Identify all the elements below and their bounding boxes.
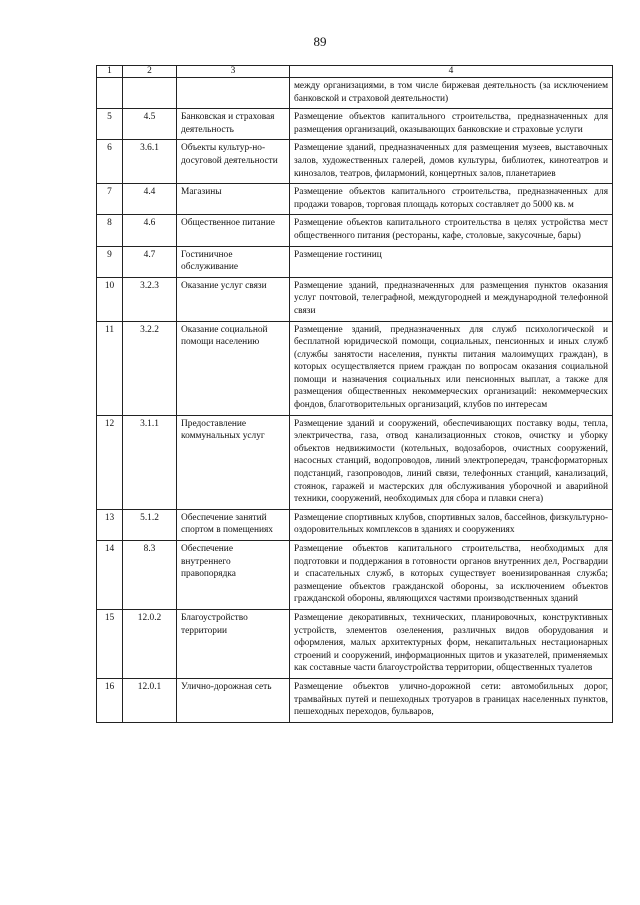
name-cell: Благоустройство территории	[177, 609, 290, 678]
code-cell: 4.6	[123, 215, 177, 246]
description-cell: Размещение зданий, предназначенных для размещения пунктов оказания услуг почтовой, телеграфной, междугородней и международной телефонной связи	[290, 277, 613, 321]
name-cell: Банковская и страховая деятельность	[177, 109, 290, 140]
name-cell: Гостиничное обслуживание	[177, 246, 290, 277]
code-cell: 12.0.2	[123, 609, 177, 678]
description-cell: Размещение объектов капитального строительства, предназначенных для размещения организаций, оказывающих банковские и страховые услуги	[290, 109, 613, 140]
row-number-cell	[97, 78, 123, 109]
table-row	[97, 246, 613, 277]
row-number-cell: 9	[97, 246, 123, 277]
table-row	[97, 78, 613, 109]
code-cell: 3.6.1	[123, 140, 177, 184]
name-cell	[177, 78, 290, 109]
header-cell: 3	[177, 66, 290, 78]
table-row	[97, 109, 613, 140]
table-row	[97, 541, 613, 610]
name-cell: Обеспечение занятий спортом в помещениях	[177, 509, 290, 540]
description-cell: Размещение декоративных, технических, планировочных, конструктивных устройств, элементов озеленения, различных видов оборудования и оформления, малых архитектурных форм, некапитальных нестационарных строений и сооружений, информационных щитов и указателей, применяемых как составные части благоустройства территории, общественных туалетов	[290, 609, 613, 678]
table-row	[97, 609, 613, 678]
code-cell	[123, 78, 177, 109]
table-row	[97, 415, 613, 509]
description-cell: Размещение зданий и сооружений, обеспечивающих поставку воды, тепла, электричества, газа, отвод канализационных стоков, очистку и уборку объектов недвижимости (котельных, водозаборов, очистных сооружений, насосных станций, водопроводов, линий электропередач, трансформаторных подстанций, газопроводов, линий связи, телефонных станций, канализаций, стоянок, гаражей и мастерских для обслуживания уборочной и аварийной техники, сооружений, необходимых для сбора и плавки снега)	[290, 415, 613, 509]
name-cell: Объекты культур-но-досуговой деятельности	[177, 140, 290, 184]
code-cell: 3.1.1	[123, 415, 177, 509]
table-row	[97, 509, 613, 540]
code-cell: 3.2.2	[123, 321, 177, 415]
row-number-cell: 6	[97, 140, 123, 184]
table-row	[97, 140, 613, 184]
name-cell: Магазины	[177, 184, 290, 215]
table-row	[97, 321, 613, 415]
description-cell: Размещение объектов капитального строительства, необходимых для подготовки и поддержания в готовности органов внутренних дел, Росгвардии и спасательных служб, в которых существует военизированная служба; размещение объектов гражданской обороны, за исключением объектов гражданской обороны, являющихся частями производственных зданий	[290, 541, 613, 610]
code-cell: 4.5	[123, 109, 177, 140]
header-cell: 4	[290, 66, 613, 78]
table-row	[97, 277, 613, 321]
code-cell: 3.2.3	[123, 277, 177, 321]
row-number-cell: 10	[97, 277, 123, 321]
row-number-cell: 8	[97, 215, 123, 246]
row-number-cell: 14	[97, 541, 123, 610]
name-cell: Обеспечение внутреннего правопорядка	[177, 541, 290, 610]
name-cell: Оказание социальной помощи населению	[177, 321, 290, 415]
name-cell: Оказание услуг связи	[177, 277, 290, 321]
description-cell: Размещение объектов капитального строительства в целях устройства мест общественного питания (рестораны, кафе, столовые, закусочные, бары)	[290, 215, 613, 246]
table-row	[97, 184, 613, 215]
row-number-cell: 16	[97, 678, 123, 722]
description-cell: Размещение гостиниц	[290, 246, 613, 277]
row-number-cell: 7	[97, 184, 123, 215]
header-cell: 2	[123, 66, 177, 78]
code-cell: 4.7	[123, 246, 177, 277]
row-number-cell: 5	[97, 109, 123, 140]
land-use-table	[96, 65, 613, 723]
code-cell: 5.1.2	[123, 509, 177, 540]
description-cell: Размещение спортивных клубов, спортивных залов, бассейнов, физкультурно-оздоровительных комплексов в зданиях и сооружениях	[290, 509, 613, 540]
name-cell: Общественное питание	[177, 215, 290, 246]
table-row	[97, 215, 613, 246]
code-cell: 8.3	[123, 541, 177, 610]
header-cell: 1	[97, 66, 123, 78]
description-cell: Размещение объектов улично-дорожной сети: автомобильных дорог, трамвайных путей и пешеходных тротуаров в границах населенных пунктов, пешеходных переходов, бульваров,	[290, 678, 613, 722]
page-number: 89	[313, 34, 327, 49]
name-cell: Предоставление коммунальных услуг	[177, 415, 290, 509]
name-cell: Улично-дорожная сеть	[177, 678, 290, 722]
description-cell: Размещение зданий, предназначенных для служб психологической и бесплатной юридической помощи, социальных, пенсионных и иных служб (службы занятости населения, пункты питания малоимущих граждан), в которых осуществляется прием граждан по вопросам оказания социальной помощи и назначения социальных или пенсионных выплат, а также для размещения общественных некоммерческих организаций: некоммерческих фондов, благотворительных организаций, клубов по интересам	[290, 321, 613, 415]
code-cell: 12.0.1	[123, 678, 177, 722]
row-number-cell: 11	[97, 321, 123, 415]
table-row	[97, 678, 613, 722]
row-number-cell: 13	[97, 509, 123, 540]
description-cell: между организациями, в том числе биржевая деятельность (за исключением банковской и страховой деятельности)	[290, 78, 613, 109]
row-number-cell: 12	[97, 415, 123, 509]
table-body	[97, 66, 613, 723]
code-cell: 4.4	[123, 184, 177, 215]
row-number-cell: 15	[97, 609, 123, 678]
table-header-row	[97, 66, 613, 78]
description-cell: Размещение объектов капитального строительства, предназначенных для продажи товаров, торговая площадь которых составляет до 5000 кв. м	[290, 184, 613, 215]
description-cell: Размещение зданий, предназначенных для размещения музеев, выставочных залов, художественных галерей, домов культуры, библиотек, кинотеатров и кинозалов, театров, филармоний, концертных залов, планетариев	[290, 140, 613, 184]
